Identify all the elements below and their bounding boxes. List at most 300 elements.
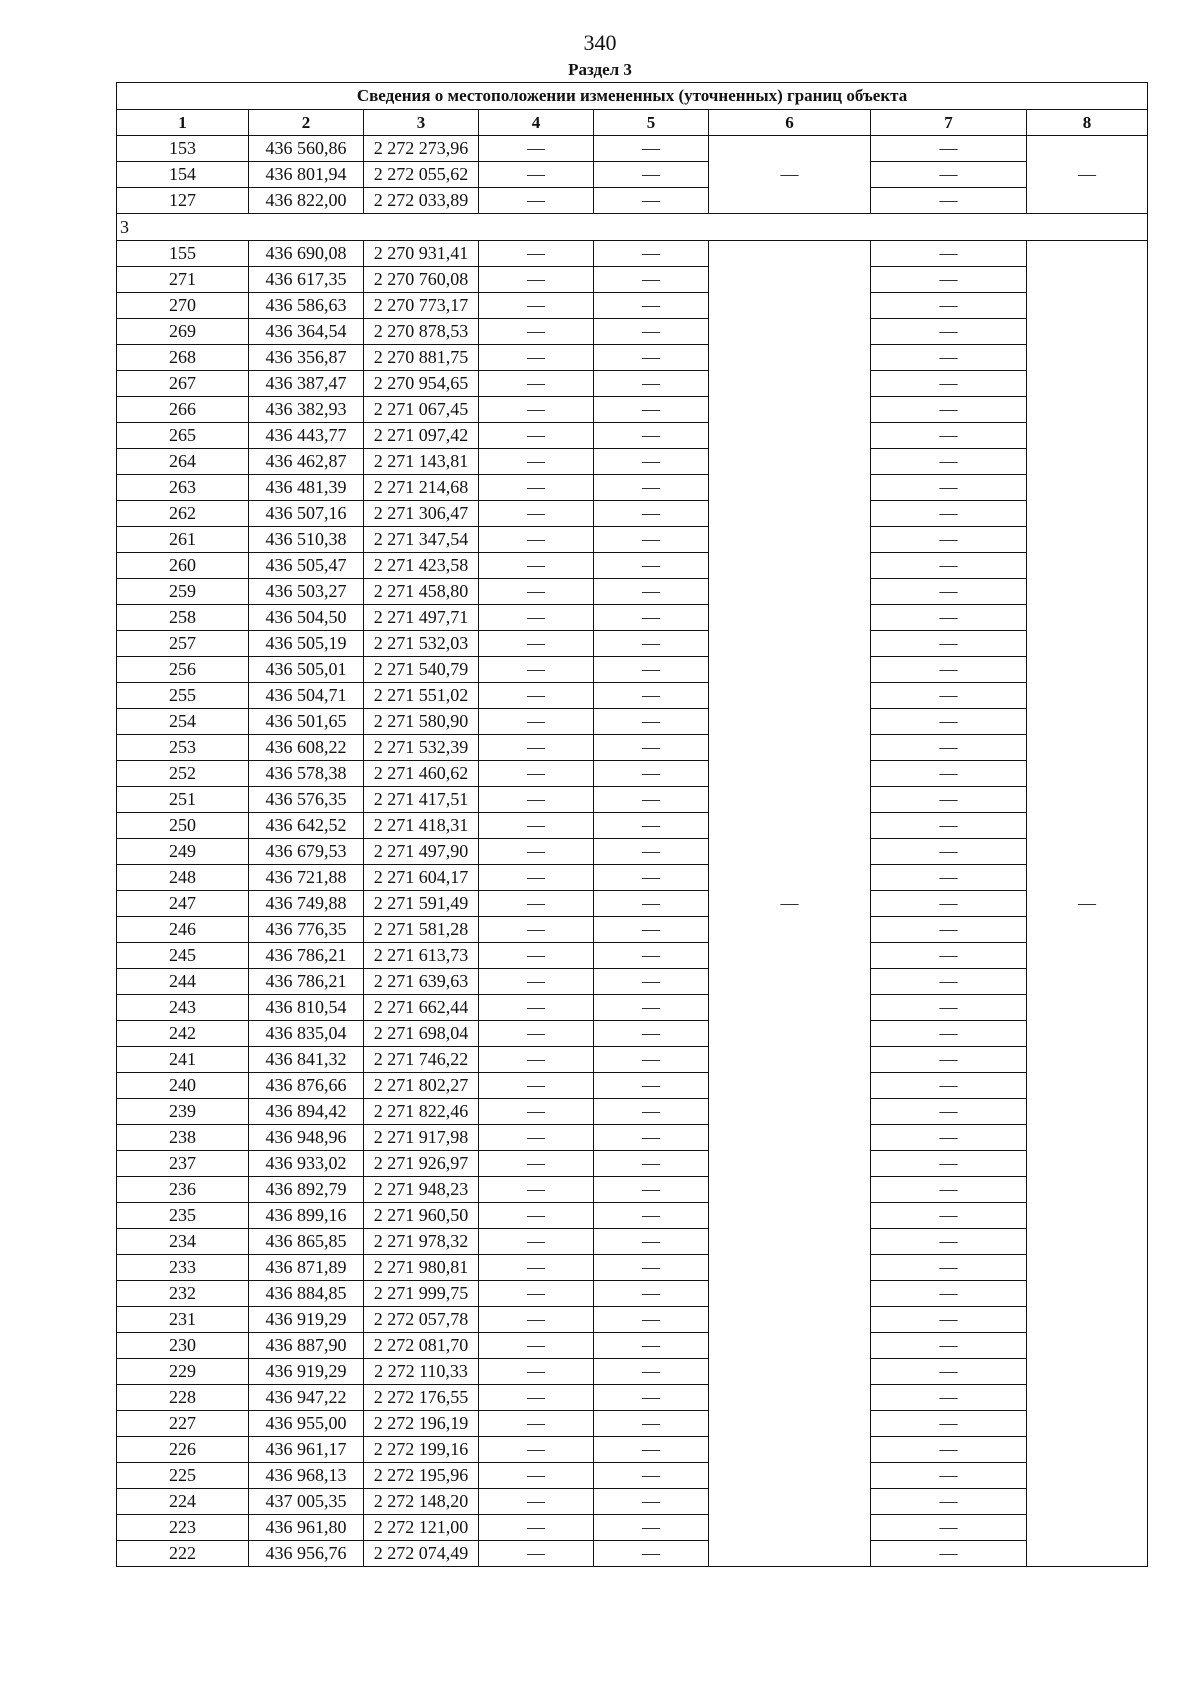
- point-number: 229: [117, 1359, 249, 1385]
- table-row: [117, 969, 1148, 995]
- column-7-value: —: [871, 1463, 1027, 1489]
- column-7-value: —: [871, 1255, 1027, 1281]
- table-row: [117, 943, 1148, 969]
- column-7-value: —: [871, 865, 1027, 891]
- coordinate-x: 436 505,01: [249, 657, 364, 683]
- column-4-value: —: [479, 1099, 594, 1125]
- column-5-value: —: [594, 683, 709, 709]
- point-number: 153: [117, 136, 249, 162]
- coordinate-x: 436 894,42: [249, 1099, 364, 1125]
- coordinate-x: 436 504,71: [249, 683, 364, 709]
- coordinate-y: 2 271 948,23: [364, 1177, 479, 1203]
- column-5-value: —: [594, 891, 709, 917]
- point-number: 268: [117, 345, 249, 371]
- point-number: 222: [117, 1541, 249, 1567]
- coordinate-x: 436 510,38: [249, 527, 364, 553]
- column-4-value: —: [479, 1073, 594, 1099]
- column-5-value: —: [594, 345, 709, 371]
- column-5-value: —: [594, 579, 709, 605]
- point-number: 267: [117, 371, 249, 397]
- column-7-value: —: [871, 917, 1027, 943]
- point-number: 232: [117, 1281, 249, 1307]
- column-5-value: —: [594, 371, 709, 397]
- column-4-value: —: [479, 1281, 594, 1307]
- column-4-value: —: [479, 162, 594, 188]
- table-row: [117, 1073, 1148, 1099]
- coordinate-x: 436 387,47: [249, 371, 364, 397]
- column-5-value: —: [594, 709, 709, 735]
- table-row: [117, 865, 1148, 891]
- column-7-value: —: [871, 787, 1027, 813]
- column-5-value: —: [594, 605, 709, 631]
- column-4-value: —: [479, 1489, 594, 1515]
- point-number: 241: [117, 1047, 249, 1073]
- coordinate-x: 436 948,96: [249, 1125, 364, 1151]
- coordinate-x: 436 578,38: [249, 761, 364, 787]
- table-row: [117, 683, 1148, 709]
- column-7-value: —: [871, 345, 1027, 371]
- page-number: 340: [583, 30, 617, 55]
- coordinates-table: [116, 82, 1148, 1567]
- column-5-value: —: [594, 865, 709, 891]
- column-7-value: —: [871, 943, 1027, 969]
- point-number: 254: [117, 709, 249, 735]
- coordinate-y: 2 272 195,96: [364, 1463, 479, 1489]
- column-7-value: —: [871, 267, 1027, 293]
- table-row: [117, 345, 1148, 371]
- table-row: [117, 1541, 1148, 1567]
- column-7-value: —: [871, 683, 1027, 709]
- column-5-value: —: [594, 397, 709, 423]
- point-number: 226: [117, 1437, 249, 1463]
- coordinate-y: 2 272 055,62: [364, 162, 479, 188]
- group-label-row: [117, 214, 1148, 241]
- coordinate-x: 436 776,35: [249, 917, 364, 943]
- column-header-7: 7: [871, 110, 1027, 136]
- table-row: [117, 1489, 1148, 1515]
- table-row: [117, 501, 1148, 527]
- coordinate-x: 436 933,02: [249, 1151, 364, 1177]
- coordinate-y: 2 272 081,70: [364, 1333, 479, 1359]
- coordinate-x: 436 749,88: [249, 891, 364, 917]
- column-4-value: —: [479, 371, 594, 397]
- table-row: [117, 397, 1148, 423]
- column-7-value: —: [871, 813, 1027, 839]
- column-5-value: —: [594, 1255, 709, 1281]
- point-number: 155: [117, 241, 249, 267]
- coordinate-x: 436 608,22: [249, 735, 364, 761]
- column-4-value: —: [479, 1333, 594, 1359]
- column-4-value: —: [479, 709, 594, 735]
- column-7-value: —: [871, 657, 1027, 683]
- table-row: [117, 527, 1148, 553]
- coordinate-y: 2 270 954,65: [364, 371, 479, 397]
- column-4-value: —: [479, 917, 594, 943]
- column-header-5: 5: [594, 110, 709, 136]
- coordinate-y: 2 271 551,02: [364, 683, 479, 709]
- coordinate-y: 2 271 802,27: [364, 1073, 479, 1099]
- column-7-value: —: [871, 1151, 1027, 1177]
- column-7-value: —: [871, 188, 1027, 214]
- column-4-value: —: [479, 605, 594, 631]
- column-4-value: —: [479, 1229, 594, 1255]
- coordinate-x: 436 919,29: [249, 1359, 364, 1385]
- column-5-value: —: [594, 1411, 709, 1437]
- column-7-value: —: [871, 1281, 1027, 1307]
- column-header-2: 2: [249, 110, 364, 136]
- point-number: 245: [117, 943, 249, 969]
- column-4-value: —: [479, 735, 594, 761]
- point-number: 225: [117, 1463, 249, 1489]
- coordinate-y: 2 271 926,97: [364, 1151, 479, 1177]
- column-4-value: —: [479, 1047, 594, 1073]
- coordinate-x: 436 462,87: [249, 449, 364, 475]
- column-header-1: 1: [117, 110, 249, 136]
- coordinate-x: 436 841,32: [249, 1047, 364, 1073]
- point-number: 224: [117, 1489, 249, 1515]
- column-5-value: —: [594, 1463, 709, 1489]
- column-5-value: —: [594, 501, 709, 527]
- point-number: 255: [117, 683, 249, 709]
- table-row: [117, 267, 1148, 293]
- coordinate-x: 436 382,93: [249, 397, 364, 423]
- column-7-value: —: [871, 839, 1027, 865]
- column-7-value: —: [871, 1515, 1027, 1541]
- column-4-value: —: [479, 1255, 594, 1281]
- section-title: Раздел 3: [568, 60, 632, 79]
- column-7-value: —: [871, 1177, 1027, 1203]
- coordinate-x: 436 822,00: [249, 188, 364, 214]
- column-7-value: —: [871, 579, 1027, 605]
- column-5-value: —: [594, 787, 709, 813]
- column-4-value: —: [479, 293, 594, 319]
- point-number: 237: [117, 1151, 249, 1177]
- column-7-value: —: [871, 136, 1027, 162]
- column-7-value: —: [871, 1437, 1027, 1463]
- column-7-value: —: [871, 162, 1027, 188]
- coordinate-y: 2 272 121,00: [364, 1515, 479, 1541]
- column-6-value: —: [709, 136, 871, 214]
- table-row: [117, 631, 1148, 657]
- column-5-value: —: [594, 761, 709, 787]
- column-5-value: —: [594, 995, 709, 1021]
- column-5-value: —: [594, 1021, 709, 1047]
- point-number: 262: [117, 501, 249, 527]
- column-7-value: —: [871, 371, 1027, 397]
- table-row: [117, 1411, 1148, 1437]
- coordinate-x: 436 947,22: [249, 1385, 364, 1411]
- table-row: [117, 1307, 1148, 1333]
- column-5-value: —: [594, 1515, 709, 1541]
- coordinate-y: 2 271 639,63: [364, 969, 479, 995]
- column-4-value: —: [479, 1203, 594, 1229]
- column-5-value: —: [594, 943, 709, 969]
- group-label: 3: [117, 214, 1148, 241]
- table-row: [117, 995, 1148, 1021]
- column-4-value: —: [479, 995, 594, 1021]
- column-header-8: 8: [1027, 110, 1148, 136]
- column-5-value: —: [594, 267, 709, 293]
- column-5-value: —: [594, 839, 709, 865]
- coordinate-y: 2 271 604,17: [364, 865, 479, 891]
- column-7-value: —: [871, 761, 1027, 787]
- column-5-value: —: [594, 1203, 709, 1229]
- table-row: [117, 1515, 1148, 1541]
- table-row: [117, 1229, 1148, 1255]
- point-number: 264: [117, 449, 249, 475]
- column-4-value: —: [479, 553, 594, 579]
- table-row: [117, 1099, 1148, 1125]
- column-7-value: —: [871, 709, 1027, 735]
- coordinate-y: 2 271 917,98: [364, 1125, 479, 1151]
- column-4-value: —: [479, 1177, 594, 1203]
- column-4-value: —: [479, 839, 594, 865]
- table-row: [117, 293, 1148, 319]
- coordinate-x: 436 961,80: [249, 1515, 364, 1541]
- coordinate-x: 436 961,17: [249, 1437, 364, 1463]
- point-number: 253: [117, 735, 249, 761]
- point-number: 242: [117, 1021, 249, 1047]
- coordinate-y: 2 271 306,47: [364, 501, 479, 527]
- column-5-value: —: [594, 1489, 709, 1515]
- column-header-3: 3: [364, 110, 479, 136]
- column-7-value: —: [871, 319, 1027, 345]
- column-4-value: —: [479, 319, 594, 345]
- table-row: [117, 371, 1148, 397]
- point-number: 236: [117, 1177, 249, 1203]
- point-number: 154: [117, 162, 249, 188]
- column-4-value: —: [479, 397, 594, 423]
- column-5-value: —: [594, 162, 709, 188]
- column-4-value: —: [479, 423, 594, 449]
- coordinate-y: 2 271 746,22: [364, 1047, 479, 1073]
- coordinate-y: 2 271 978,32: [364, 1229, 479, 1255]
- table-row: [117, 839, 1148, 865]
- table-row: [117, 761, 1148, 787]
- column-7-value: —: [871, 397, 1027, 423]
- column-4-value: —: [479, 579, 594, 605]
- table-body: [117, 136, 1148, 1567]
- column-numbers-row: [117, 110, 1148, 136]
- column-7-value: —: [871, 501, 1027, 527]
- column-5-value: —: [594, 969, 709, 995]
- table-row: [117, 1177, 1148, 1203]
- column-4-value: —: [479, 865, 594, 891]
- column-4-value: —: [479, 813, 594, 839]
- point-number: 238: [117, 1125, 249, 1151]
- table-row: [117, 579, 1148, 605]
- coordinate-y: 2 270 760,08: [364, 267, 479, 293]
- column-5-value: —: [594, 1333, 709, 1359]
- coordinate-x: 436 871,89: [249, 1255, 364, 1281]
- column-5-value: —: [594, 1229, 709, 1255]
- table-row: [117, 1385, 1148, 1411]
- coordinate-y: 2 271 613,73: [364, 943, 479, 969]
- table-row: [117, 917, 1148, 943]
- point-number: 256: [117, 657, 249, 683]
- column-7-value: —: [871, 1359, 1027, 1385]
- column-4-value: —: [479, 1307, 594, 1333]
- column-4-value: —: [479, 1385, 594, 1411]
- coordinate-y: 2 270 931,41: [364, 241, 479, 267]
- coordinate-y: 2 271 497,71: [364, 605, 479, 631]
- table-row: [117, 1203, 1148, 1229]
- table-row: [117, 735, 1148, 761]
- column-5-value: —: [594, 1281, 709, 1307]
- point-number: 246: [117, 917, 249, 943]
- coordinate-y: 2 271 067,45: [364, 397, 479, 423]
- column-5-value: —: [594, 1125, 709, 1151]
- coordinate-y: 2 272 074,49: [364, 1541, 479, 1567]
- column-5-value: —: [594, 1047, 709, 1073]
- point-number: 127: [117, 188, 249, 214]
- coordinate-y: 2 271 698,04: [364, 1021, 479, 1047]
- column-7-value: —: [871, 735, 1027, 761]
- column-5-value: —: [594, 1437, 709, 1463]
- point-number: 263: [117, 475, 249, 501]
- table-row: [117, 891, 1148, 917]
- point-number: 270: [117, 293, 249, 319]
- column-header-4: 4: [479, 110, 594, 136]
- coordinate-y: 2 271 214,68: [364, 475, 479, 501]
- column-7-value: —: [871, 449, 1027, 475]
- column-4-value: —: [479, 501, 594, 527]
- table-row: [117, 1333, 1148, 1359]
- table-row: [117, 1437, 1148, 1463]
- point-number: 234: [117, 1229, 249, 1255]
- column-5-value: —: [594, 1541, 709, 1567]
- coordinate-y: 2 271 497,90: [364, 839, 479, 865]
- column-4-value: —: [479, 657, 594, 683]
- column-4-value: —: [479, 683, 594, 709]
- point-number: 271: [117, 267, 249, 293]
- column-4-value: —: [479, 1437, 594, 1463]
- column-7-value: —: [871, 527, 1027, 553]
- point-number: 231: [117, 1307, 249, 1333]
- point-number: 261: [117, 527, 249, 553]
- point-number: 239: [117, 1099, 249, 1125]
- coordinate-y: 2 271 591,49: [364, 891, 479, 917]
- coordinate-y: 2 272 110,33: [364, 1359, 479, 1385]
- coordinate-x: 436 899,16: [249, 1203, 364, 1229]
- column-5-value: —: [594, 735, 709, 761]
- point-number: 244: [117, 969, 249, 995]
- column-7-value: —: [871, 631, 1027, 657]
- column-5-value: —: [594, 631, 709, 657]
- coordinate-x: 436 887,90: [249, 1333, 364, 1359]
- coordinate-y: 2 272 033,89: [364, 188, 479, 214]
- coordinate-x: 436 501,65: [249, 709, 364, 735]
- column-4-value: —: [479, 267, 594, 293]
- coordinate-x: 436 505,47: [249, 553, 364, 579]
- table-row: [117, 162, 1148, 188]
- point-number: 230: [117, 1333, 249, 1359]
- column-5-value: —: [594, 917, 709, 943]
- coordinate-x: 436 956,76: [249, 1541, 364, 1567]
- coordinate-y: 2 271 458,80: [364, 579, 479, 605]
- column-header-6: 6: [709, 110, 871, 136]
- column-4-value: —: [479, 345, 594, 371]
- coordinate-y: 2 271 460,62: [364, 761, 479, 787]
- table-row: [117, 1359, 1148, 1385]
- column-7-value: —: [871, 293, 1027, 319]
- coordinate-x: 436 679,53: [249, 839, 364, 865]
- point-number: 252: [117, 761, 249, 787]
- coordinate-y: 2 271 960,50: [364, 1203, 479, 1229]
- point-number: 266: [117, 397, 249, 423]
- table-row: [117, 1255, 1148, 1281]
- column-5-value: —: [594, 813, 709, 839]
- coordinate-x: 436 884,85: [249, 1281, 364, 1307]
- column-7-value: —: [871, 1021, 1027, 1047]
- column-7-value: —: [871, 423, 1027, 449]
- point-number: 240: [117, 1073, 249, 1099]
- table-row: [117, 423, 1148, 449]
- point-number: 260: [117, 553, 249, 579]
- column-5-value: —: [594, 241, 709, 267]
- coordinate-y: 2 272 148,20: [364, 1489, 479, 1515]
- coordinate-x: 436 505,19: [249, 631, 364, 657]
- coordinate-y: 2 272 057,78: [364, 1307, 479, 1333]
- table-row: [117, 709, 1148, 735]
- coordinate-y: 2 271 822,46: [364, 1099, 479, 1125]
- column-5-value: —: [594, 423, 709, 449]
- table-row: [117, 605, 1148, 631]
- column-7-value: —: [871, 1099, 1027, 1125]
- coordinate-x: 436 919,29: [249, 1307, 364, 1333]
- column-7-value: —: [871, 553, 1027, 579]
- coordinate-x: 436 955,00: [249, 1411, 364, 1437]
- coordinate-x: 436 690,08: [249, 241, 364, 267]
- column-5-value: —: [594, 1359, 709, 1385]
- point-number: 243: [117, 995, 249, 1021]
- point-number: 258: [117, 605, 249, 631]
- column-7-value: —: [871, 1047, 1027, 1073]
- column-5-value: —: [594, 293, 709, 319]
- column-4-value: —: [479, 631, 594, 657]
- coordinate-y: 2 270 881,75: [364, 345, 479, 371]
- column-5-value: —: [594, 1307, 709, 1333]
- column-4-value: —: [479, 1021, 594, 1047]
- column-5-value: —: [594, 1151, 709, 1177]
- coordinate-x: 436 576,35: [249, 787, 364, 813]
- coordinate-x: 436 865,85: [249, 1229, 364, 1255]
- column-7-value: —: [871, 1385, 1027, 1411]
- column-7-value: —: [871, 1073, 1027, 1099]
- coordinate-x: 436 503,27: [249, 579, 364, 605]
- column-4-value: —: [479, 761, 594, 787]
- column-5-value: —: [594, 449, 709, 475]
- table-row: [117, 449, 1148, 475]
- point-number: 227: [117, 1411, 249, 1437]
- point-number: 257: [117, 631, 249, 657]
- coordinate-y: 2 271 423,58: [364, 553, 479, 579]
- coordinate-y: 2 271 097,42: [364, 423, 479, 449]
- coordinate-y: 2 270 773,17: [364, 293, 479, 319]
- coordinate-y: 2 271 532,03: [364, 631, 479, 657]
- column-5-value: —: [594, 1385, 709, 1411]
- coordinate-x: 436 617,35: [249, 267, 364, 293]
- column-7-value: —: [871, 241, 1027, 267]
- table-row: [117, 188, 1148, 214]
- table-row: [117, 1281, 1148, 1307]
- column-8-value: —: [1027, 241, 1148, 1567]
- column-5-value: —: [594, 553, 709, 579]
- point-number: 233: [117, 1255, 249, 1281]
- coordinate-y: 2 271 417,51: [364, 787, 479, 813]
- coordinate-y: 2 271 418,31: [364, 813, 479, 839]
- column-5-value: —: [594, 188, 709, 214]
